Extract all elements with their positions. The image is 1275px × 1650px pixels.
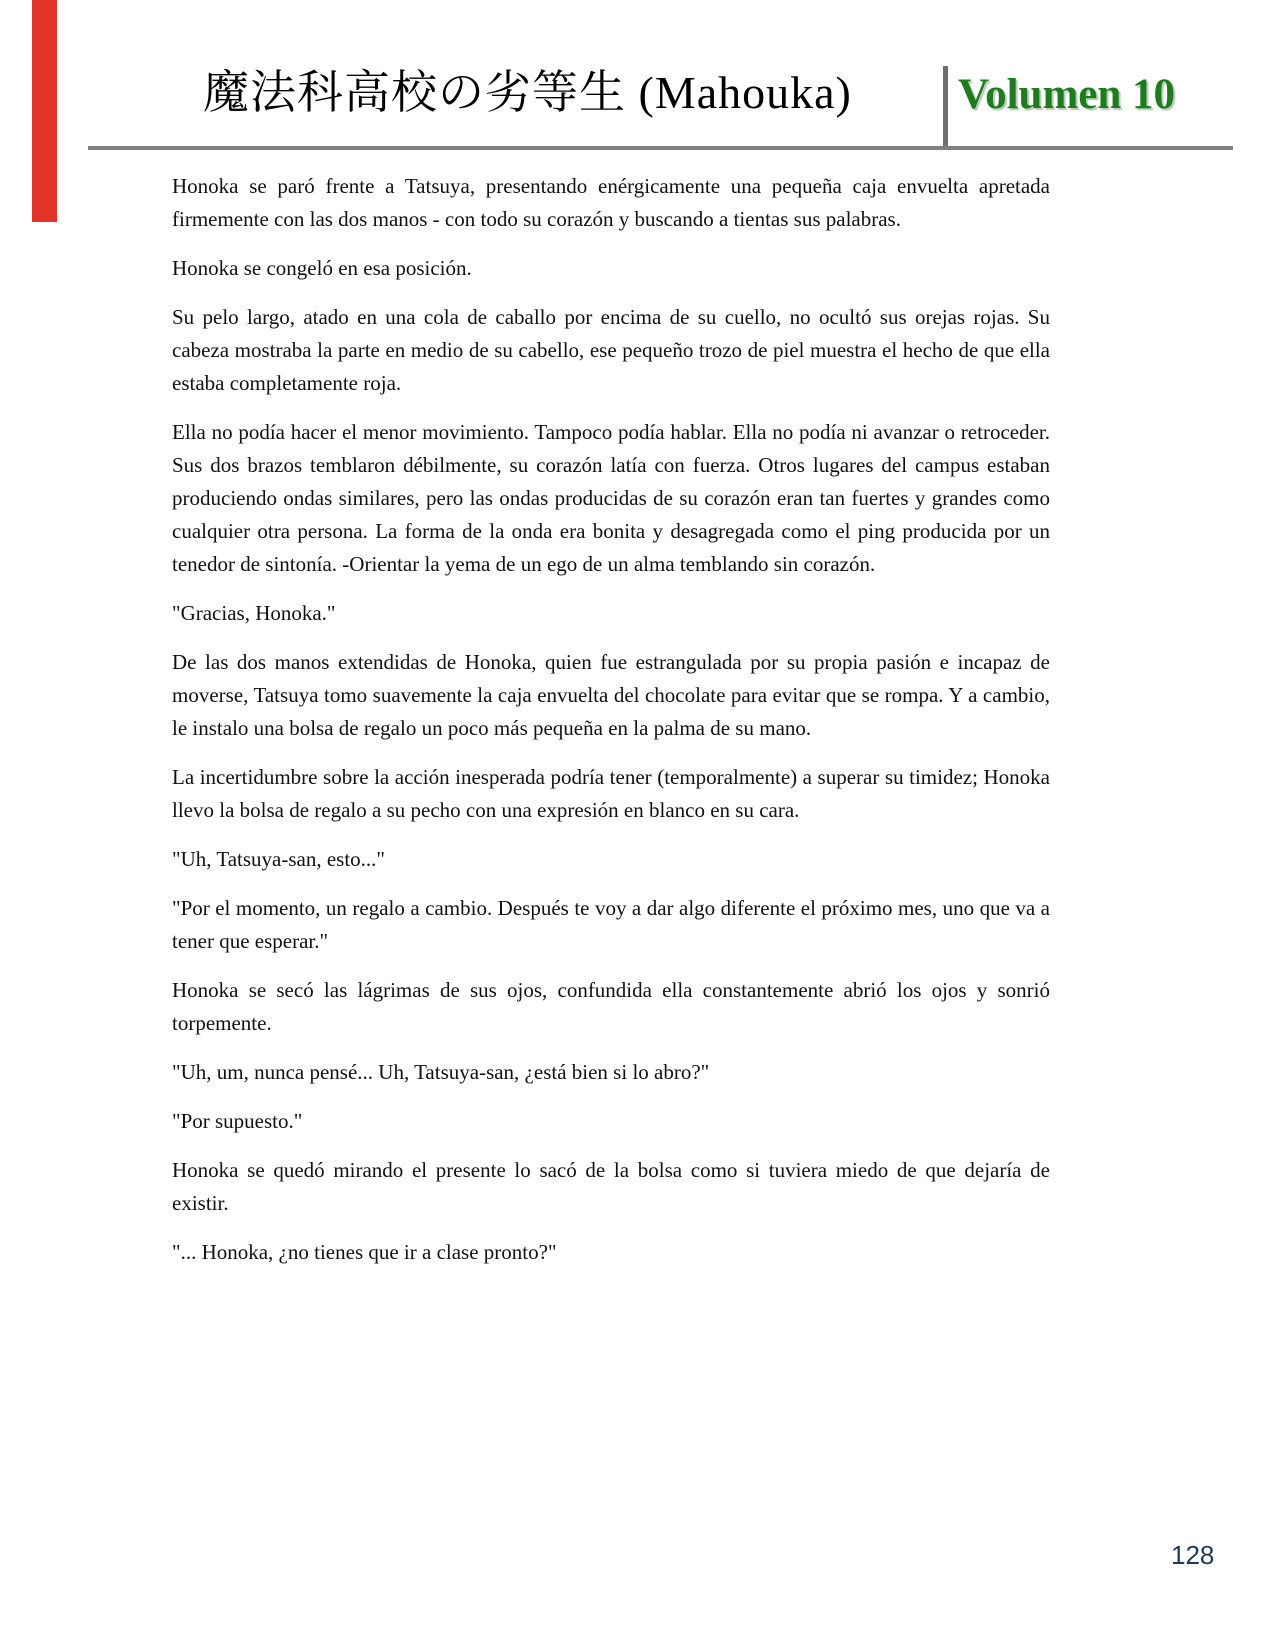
body-text [172, 170, 1050, 1285]
header-vertical-divider [943, 66, 948, 148]
paragraph: "Uh, Tatsuya-san, esto..." [172, 847, 386, 871]
series-title: 魔法科高校の劣等生 (Mahouka) [203, 67, 852, 118]
paragraph: Honoka se paró frente a Tatsuya, presentando enérgicamente una pequeña caja envuelta apretada firmemente con las dos manos - con todo su corazón y buscando a tientas sus palabras. [172, 174, 1050, 231]
paragraph: "Por el momento, un regalo a cambio. Después te voy a dar algo diferente el próximo mes, uno que va a tener que esperar." [172, 896, 1050, 953]
red-bookmark-ribbon [32, 0, 57, 222]
paragraph: "Por supuesto." [172, 1109, 303, 1133]
paragraph: "Gracias, Honoka." [172, 601, 336, 625]
paragraph: Ella no podía hacer el menor movimiento. Tampoco podía hablar. Ella no podía ni avanzar o retroceder. Sus dos brazos temblaron débilmente, su corazón latía con fuerza. Otros lugares del campus estaban produciendo ondas similares, pero las ondas producidas de su corazón eran tan fuertes y grandes como cualquier otra persona. La forma de la onda era bonita y desagregada como el ping producida por un tenedor de sintonía. -Orientar la yema de un ego de un alma temblando sin corazón. [172, 420, 1050, 576]
paragraph: Honoka se secó las lágrimas de sus ojos, confundida ella constantemente abrió los ojos y sonrió torpemente. [172, 978, 1050, 1035]
paragraph: La incertidumbre sobre la acción inesperada podría tener (temporalmente) a superar su timidez; Honoka llevo la bolsa de regalo a su pecho con una expresión en blanco en su cara. [172, 765, 1050, 822]
volume-label: Volumen 10 [958, 71, 1176, 118]
paragraph: Honoka se congeló en esa posición. [172, 256, 472, 280]
header-rule [88, 146, 1233, 150]
paragraph: "Uh, um, nunca pensé... Uh, Tatsuya-san, ¿está bien si lo abro?" [172, 1060, 710, 1084]
paragraph: "... Honoka, ¿no tienes que ir a clase pronto?" [172, 1240, 557, 1264]
paragraph: Honoka se quedó mirando el presente lo sacó de la bolsa como si tuviera miedo de que dejaría de existir. [172, 1158, 1050, 1215]
paragraph: Su pelo largo, atado en una cola de caballo por encima de su cuello, no ocultó sus orejas rojas. Su cabeza mostraba la parte en medio de su cabello, ese pequeño trozo de piel muestra el hecho de que ella estaba completamente roja. [172, 305, 1050, 395]
paragraph: De las dos manos extendidas de Honoka, quien fue estrangulada por su propia pasión e incapaz de moverse, Tatsuya tomo suavemente la caja envuelta del chocolate para evitar que se rompa. Y a cambio, le instalo una bolsa de regalo un poco más pequeña en la palma de su mano. [172, 650, 1050, 740]
page-number: 128 [1171, 1540, 1215, 1570]
